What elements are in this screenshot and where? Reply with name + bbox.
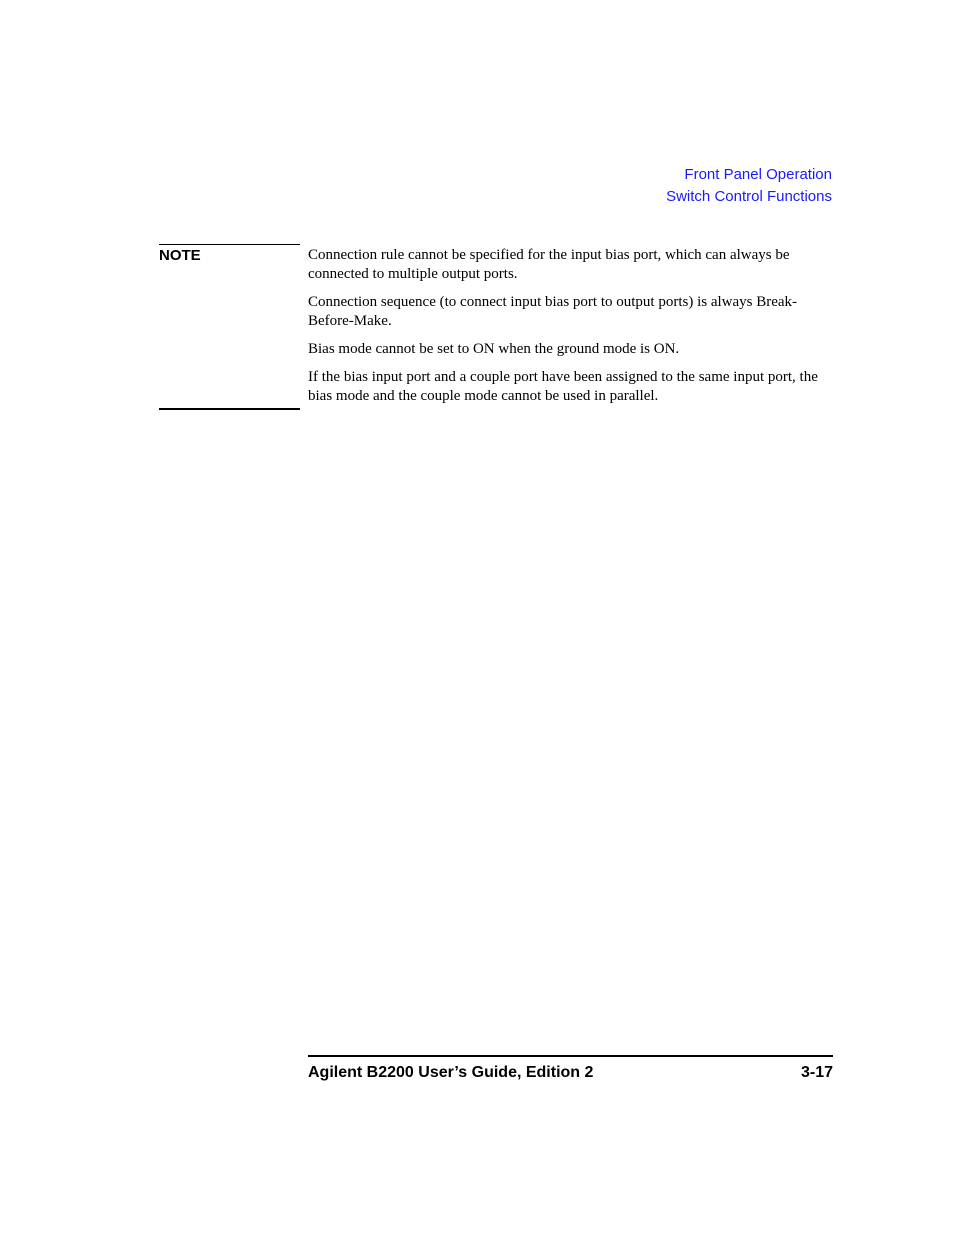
note-bottom-rule [159, 408, 300, 410]
footer-rule [308, 1055, 833, 1057]
note-body [308, 246, 834, 415]
note-paragraph: Connection rule cannot be specified for the input bias port, which can always be connected to multiple output ports. [308, 247, 790, 282]
note-top-rule [159, 244, 300, 245]
chapter-link[interactable]: Front Panel Operation [684, 166, 832, 183]
note-paragraph: Connection sequence (to connect input bias port to output ports) is always Break-Before-Make. [308, 294, 798, 329]
page-number: 3-17 [800, 1064, 833, 1081]
section-link[interactable]: Switch Control Functions [666, 188, 832, 205]
running-header [666, 164, 832, 208]
note-paragraph: Bias mode cannot be set to ON when the ground mode is ON. [308, 341, 680, 357]
note-label: NOTE [159, 247, 201, 264]
note-paragraph: If the bias input port and a couple port have been assigned to the same input port, the bias mode and the couple mode cannot be used in parallel. [308, 369, 818, 404]
footer-title: Agilent B2200 User’s Guide, Edition 2 [308, 1064, 594, 1081]
